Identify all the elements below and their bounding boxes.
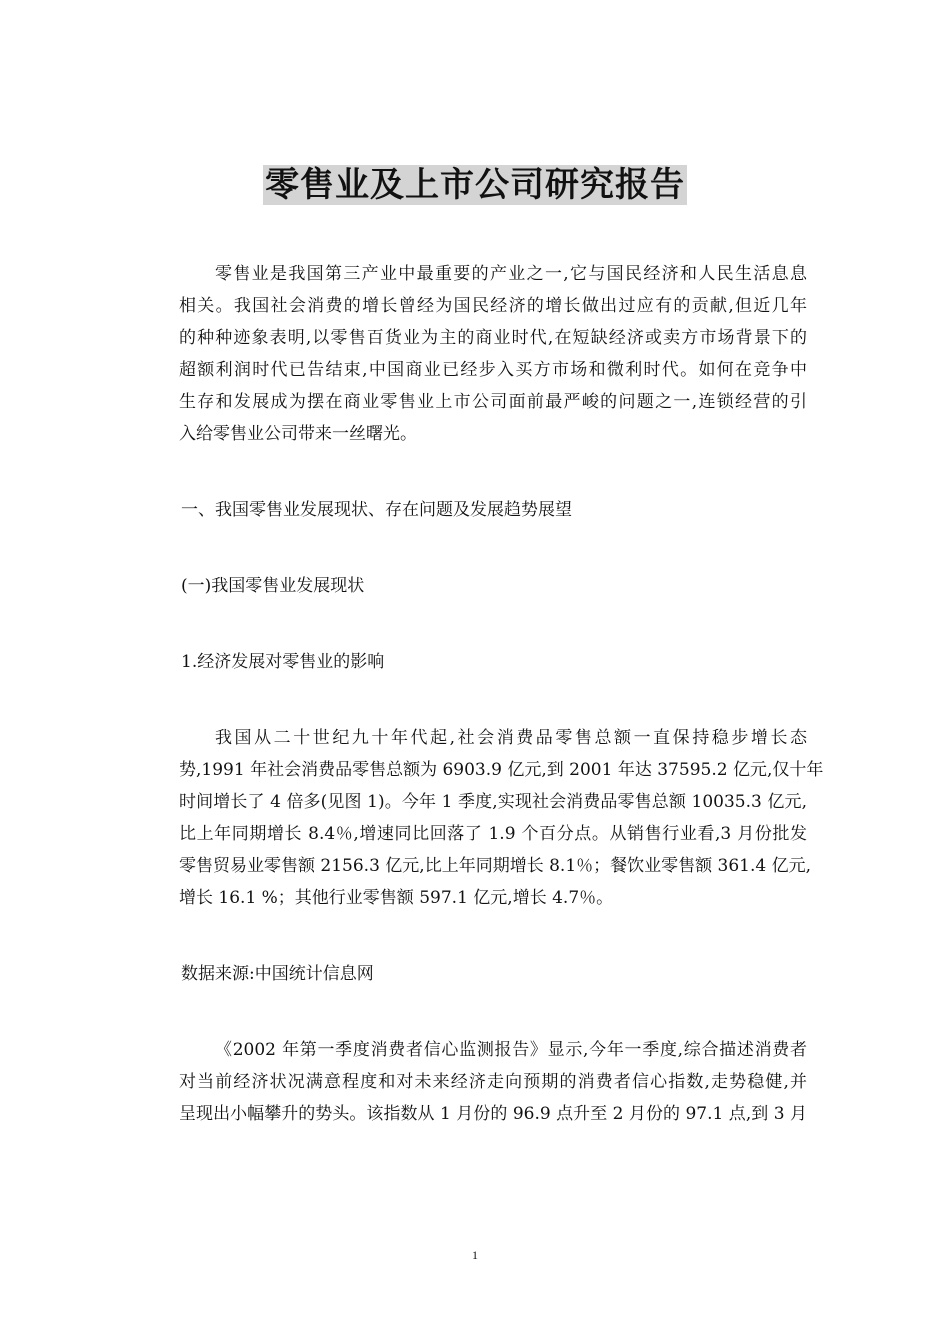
subsection-heading: (一)我国零售业发展现状 — [181, 576, 365, 596]
paragraph-line: 入给零售业公司带来一丝曙光。 — [179, 424, 417, 444]
paragraph-line: 超额利润时代已告结束,中国商业已经步入买方市场和微利时代。如何在竞争中 — [179, 360, 807, 380]
document-title-text: 零售业及上市公司研究报告 — [265, 165, 685, 205]
paragraph-line: 时间增长了 4 倍多(见图 1)。今年 1 季度,实现社会消费品零售总额 10035.3 亿元, — [179, 792, 807, 812]
paragraph-line: 比上年同期增长 8.4％,增速同比回落了 1.9 个百分点。从销售行业看,3 月份批发 — [179, 824, 807, 844]
paragraph-line: 增长 16.1 %；其他行业零售额 597.1 亿元,增长 4.7％。 — [179, 888, 614, 908]
paragraph-line: 势,1991 年社会消费品零售总额为 6903.9 亿元,到 2001 年达 37595.2 亿元,仅十年 — [179, 760, 824, 780]
paragraph-line: 呈现出小幅攀升的势头。该指数从 1 月份的 96.9 点升至 2 月份的 97.1 点,到 3 月 — [179, 1104, 807, 1124]
data-source-note: 数据来源:中国统计信息网 — [181, 964, 374, 984]
paragraph-line: 《2002 年第一季度消费者信心监测报告》显示,今年一季度,综合描述消费者 — [215, 1040, 807, 1060]
document-title — [0, 163, 950, 207]
paragraph-line: 相关。我国社会消费的增长曾经为国民经济的增长做出过应有的贡献,但近几年 — [179, 296, 807, 316]
subsubsection-heading: 1.经济发展对零售业的影响 — [181, 652, 385, 672]
document-body — [145, 258, 824, 1130]
paragraph-retail-growth — [145, 722, 824, 914]
paragraph-line: 对当前经济状况满意程度和对未来经济走向预期的消费者信心指数,走势稳健,并 — [179, 1072, 807, 1092]
section-heading: 一、我国零售业发展现状、存在问题及发展趋势展望 — [181, 500, 572, 520]
paragraph-line: 零售贸易业零售额 2156.3 亿元,比上年同期增长 8.1％；餐饮业零售额 361.4 亿元, — [179, 856, 812, 876]
paragraph-line: 的种种迹象表明,以零售百货业为主的商业时代,在短缺经济或卖方市场背景下的 — [179, 328, 807, 348]
paragraph-consumer-confidence — [145, 1034, 807, 1130]
page-number: 1 — [472, 1248, 478, 1262]
paragraph-line: 零售业是我国第三产业中最重要的产业之一,它与国民经济和人民生活息息 — [215, 264, 807, 284]
paragraph-intro — [145, 258, 807, 450]
paragraph-line: 生存和发展成为摆在商业零售业上市公司面前最严峻的问题之一,连锁经营的引 — [179, 392, 807, 412]
paragraph-line: 我国从二十世纪九十年代起,社会消费品零售总额一直保持稳步增长态 — [215, 728, 807, 748]
